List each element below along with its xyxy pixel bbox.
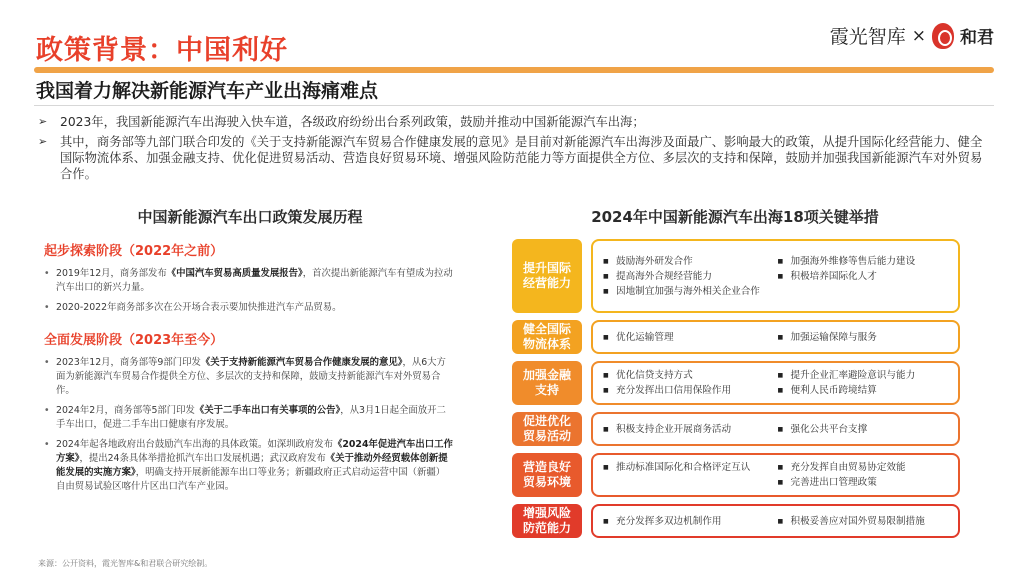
measure-category-label: 增强风险防范能力 [512,504,582,538]
timeline-item: • 2020-2022年商务部多次在公开场合表示要加快推进汽车产品贸易。 [44,302,342,313]
measure-item-text: 充分发挥自由贸易协定效能 [790,462,906,473]
measure-items-box [591,453,960,497]
measure-item-text: 充分发挥出口信用保险作用 [616,385,732,396]
measure-item [603,330,778,345]
square-bullet-icon: ■ [603,464,609,471]
stage-heading: 全面发展阶段（2023年至今） [44,333,224,348]
measure-item-text: 加强海外维修等售后能力建设 [790,255,916,267]
measure-item-text: 加强运输保障与服务 [790,331,877,343]
measure-items-box [591,412,960,446]
measure-item [603,422,778,437]
measure-item-text: 便利人民币跨境结算 [790,385,877,396]
timeline-item: • 2024年起各地政府出台鼓励汽车出海的具体政策。如深圳政府发布《2024年促进汽车出口工作方案》，提出24条具体举措抢抓汽车出口发展机遇；武汉政府发布《关于推动外经贸载体创新提能发展的实施方案》，明确支持开展新能源车出口等业务；新疆政府正式启动运营中国（新疆）自由贸易试验区喀什片区出口汽车产业园。 [44,439,453,492]
square-bullet-icon: ■ [603,387,609,394]
measure-row [512,320,960,354]
subtitle: 我国着力解决新能源汽车产业出海痛难点 [36,80,379,102]
measure-row [512,453,960,497]
measure-item [603,269,778,284]
square-bullet-icon: ■ [777,272,784,280]
policy-timeline [44,240,454,500]
square-bullet-icon: ■ [603,287,609,295]
right-column-title: 2024年中国新能源汽车出海18项关键举措 [591,208,879,226]
arrow-bullet-icon: ➢ [38,115,48,128]
square-bullet-icon: ■ [777,372,784,379]
bullet-dot-icon: • [44,439,50,450]
measure-row [512,239,960,313]
intro-bullet-text: 2023年，我国新能源汽车出海驶入快车道，各级政府纷纷出台系列政策，鼓励并推动中国新能源汽车出海； [60,115,645,129]
measure-item-text: 积极培养国际化人才 [790,270,877,282]
measure-item-text: 积极支持企业开展商务活动 [616,423,732,435]
measure-item-text: 提高海外合规经营能力 [616,270,712,282]
square-bullet-icon: ■ [603,372,609,379]
measure-items-box [591,361,960,405]
bullet-dot-icon: • [44,357,50,368]
square-bullet-icon: ■ [603,257,609,265]
measure-category-label: 营造良好贸易环境 [512,453,582,497]
measure-item [603,475,778,490]
measure-item-text: 推动标准国际化和合格评定互认 [616,462,751,473]
key-measures [512,239,960,545]
measure-item-text: 提升企业汇率避险意识与能力 [790,370,916,381]
stage-heading: 起步探索阶段（2022年之前） [44,244,224,259]
intro-bullet [38,114,988,130]
title-accent-bar [34,67,994,73]
square-bullet-icon: ■ [777,387,784,394]
left-column-title: 中国新能源汽车出口政策发展历程 [137,208,363,226]
bullet-dot-icon: • [44,405,50,416]
measure-item-text: 优化运输管理 [616,331,674,343]
measure-items-box [591,239,960,313]
page-title: 政策背景：中国利好 [36,35,288,66]
measure-item [778,254,953,269]
measure-item-text: 因地制宜加强与海外相关企业合作 [616,285,760,297]
square-bullet-icon: ■ [777,464,784,471]
measure-row [512,412,960,446]
measure-item [778,514,953,529]
measure-category-label: 加强金融支持 [512,361,582,405]
measure-item [603,368,778,383]
hejun-seal-icon [932,23,954,49]
brand-hejun: 和君 [960,28,994,48]
measure-item [603,460,778,475]
intro-bullet [38,134,988,182]
square-bullet-icon: ■ [603,333,609,341]
square-bullet-icon: ■ [603,517,609,525]
brand-xiaguang: 霞光智库 [829,26,906,48]
measure-item [778,422,953,437]
measure-item [603,284,952,299]
measure-row [512,504,960,538]
measure-item-text: 完善进出口管理政策 [790,477,877,488]
square-bullet-icon: ■ [777,479,784,486]
square-bullet-icon: ■ [777,517,784,525]
square-bullet-icon: ■ [603,272,609,280]
timeline-item: • 2019年12月，商务部发布《中国汽车贸易高质量发展报告》，首次提出新能源汽车有望成为拉动汽车出口的新兴力量。 [44,268,453,293]
measure-item [778,460,953,475]
measure-item [778,330,953,345]
square-bullet-icon: ■ [777,425,784,433]
measure-item-text: 强化公共平台支撑 [790,423,868,435]
bullet-dot-icon: • [44,268,50,279]
measure-item [778,475,953,490]
timeline-item: • 2024年2月，商务部等5部门印发《关于二手车出口有关事项的公告》，从3月1日起全面放开二手车出口，促进二手车出口健康有序发展。 [44,405,446,430]
measure-items-box [591,320,960,354]
timeline-item: • 2023年12月，商务部等9部门印发《关于支持新能源汽车贸易合作健康发展的意见》，从6大方面为新能源汽车贸易合作提供全方位、多层次的支持和保障，鼓励支持新能源汽车对外贸易合作。 [44,357,446,396]
bullet-dot-icon: • [44,302,50,313]
source-note: 来源：公开资料，霞光智库&和君联合研究绘制。 [38,559,213,568]
intro-bullets [38,114,988,186]
measure-items-box [591,504,960,538]
intro-bullet-text: 其中，商务部等九部门联合印发的《关于支持新能源汽车贸易合作健康发展的意见》是目前对新能源汽车出海涉及面最广、影响最大的政策，从提升国际化经营能力、健全国际物流体系、加强金融支持、优化促进贸易活动、营造良好贸易环境、增强风险防范能力等方面提供全方位、多层次的支持和保障，鼓励并加强我国新能源汽车对外贸易合作。 [60,135,983,181]
measure-item [603,383,778,398]
square-bullet-icon: ■ [777,333,784,341]
measure-item [778,368,953,383]
measure-item [778,383,953,398]
measure-item-text: 充分发挥多双边机制作用 [616,515,722,527]
measure-item [603,254,778,269]
brand-separator: × [911,25,926,46]
square-bullet-icon: ■ [777,257,784,265]
measure-item [778,269,953,284]
brand-logos [830,22,994,49]
square-bullet-icon: ■ [603,425,609,433]
measure-category-label: 促进优化贸易活动 [512,412,582,446]
measure-category-label: 健全国际物流体系 [512,320,582,354]
arrow-bullet-icon: ➢ [38,135,48,148]
measure-item [603,514,778,529]
measure-row [512,361,960,405]
measure-item-text: 鼓励海外研发合作 [616,255,693,267]
measure-item-text: 优化信贷支持方式 [616,370,693,381]
measure-item-text: 积极妥善应对国外贸易限制措施 [790,515,925,527]
divider [34,105,994,106]
measure-category-label: 提升国际经营能力 [512,239,582,313]
